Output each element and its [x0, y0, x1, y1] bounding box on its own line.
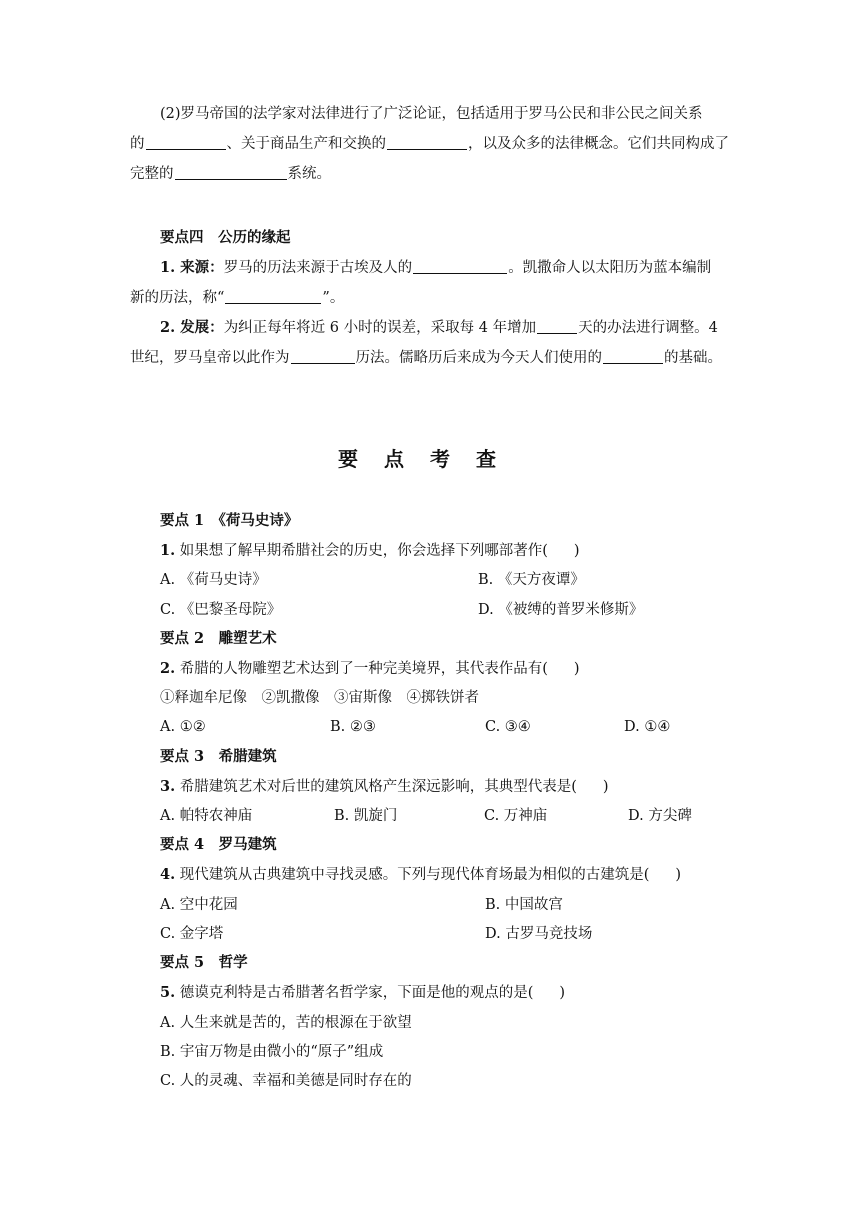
- fill-blank: [175, 164, 287, 180]
- option-c[interactable]: C. 万神庙: [484, 808, 548, 824]
- law-paragraph-line-2: [130, 134, 729, 154]
- option-a[interactable]: A. 空中花园: [160, 897, 238, 913]
- option-b[interactable]: B. 凯旋门: [334, 808, 398, 824]
- section-heading: 要点四 公历的缘起: [160, 229, 291, 246]
- question-number: 2.: [160, 660, 176, 677]
- item-label: 1. 来源：: [160, 259, 224, 276]
- option-c[interactable]: C. ③④: [485, 719, 531, 735]
- option-a[interactable]: A. 帕特农神庙: [160, 808, 253, 824]
- question-stem: [160, 983, 565, 1003]
- item-text: 历法。儒略历后来成为今天人们使用的: [355, 350, 602, 366]
- law-paragraph-text: (2)罗马帝国的法学家对法律进行了广泛论证，包括适用于罗马公民和非公民之间关系: [160, 106, 703, 122]
- fill-blank: [146, 134, 226, 150]
- question-heading: 要点 1 《荷马史诗》: [160, 512, 299, 529]
- exam-title: 要点考查: [338, 447, 522, 471]
- item-text: 世纪，罗马皇帝以此作为: [130, 350, 290, 366]
- item-text: 罗马的历法来源于古埃及人的: [223, 260, 413, 276]
- option-c[interactable]: C. 金字塔: [160, 926, 224, 942]
- fill-blank: [537, 318, 577, 334]
- question-number: 4.: [160, 866, 176, 883]
- question-text: 如果想了解早期希腊社会的历史，你会选择下列哪部著作(: [179, 543, 548, 559]
- question-text: 德谟克利特是古希腊著名哲学家，下面是他的观点的是(: [179, 985, 534, 1001]
- question-text: ): [573, 543, 580, 559]
- option-a[interactable]: A. 《荷马史诗》: [160, 572, 267, 588]
- item-text: 。凯撒命人以太阳历为蓝本编制: [508, 260, 712, 276]
- question-text: ): [559, 985, 566, 1001]
- question-text: ): [675, 867, 682, 883]
- question-number: 3.: [160, 778, 176, 795]
- choice-list: ①释迦牟尼像 ②凯撒像 ③宙斯像 ④掷铁饼者: [160, 690, 479, 706]
- law-paragraph-line-3: [130, 164, 331, 184]
- question-text: 希腊建筑艺术对后世的建筑风格产生深远影响，其典型代表是(: [179, 779, 577, 795]
- calendar-development-line-2: [130, 348, 722, 368]
- option-b[interactable]: B. 《天方夜谭》: [478, 572, 585, 588]
- question-stem: [160, 865, 681, 885]
- item-text: 新的历法，称“: [130, 290, 225, 306]
- question-stem: [160, 541, 580, 561]
- option-a[interactable]: A. ①②: [160, 719, 206, 735]
- fill-blank: [603, 348, 663, 364]
- item-text: 天的办法进行调整。4: [578, 320, 718, 336]
- question-heading: 要点 3 希腊建筑: [160, 748, 277, 765]
- calendar-development-line-1: [160, 318, 718, 338]
- fill-blank: [225, 288, 321, 304]
- calendar-source-line-1: [160, 258, 711, 278]
- law-text: 完整的: [130, 166, 174, 182]
- question-heading: 要点 2 雕塑艺术: [160, 630, 277, 647]
- option-b[interactable]: B. 中国故宫: [485, 897, 563, 913]
- question-number: 1.: [160, 542, 176, 559]
- question-text: ): [602, 779, 609, 795]
- fill-blank: [291, 348, 355, 364]
- option-d[interactable]: D. 方尖碑: [628, 808, 692, 824]
- law-paragraph-line-1: [160, 104, 703, 124]
- item-label: 2. 发展：: [160, 319, 224, 336]
- option-c[interactable]: C. 《巴黎圣母院》: [160, 602, 282, 618]
- question-text: 现代建筑从古典建筑中寻找灵感。下列与现代体育场最为相似的古建筑是(: [179, 867, 650, 883]
- option-b[interactable]: B. ②③: [330, 719, 376, 735]
- question-text: 希腊的人物雕塑艺术达到了一种完美境界，其代表作品有(: [179, 661, 548, 677]
- law-text: 、关于商品生产和交换的: [226, 136, 386, 152]
- item-text: 为纠正每年将近 6 小时的误差，采取每 4 年增加: [223, 320, 537, 336]
- fill-blank: [413, 258, 507, 274]
- question-number: 5.: [160, 984, 176, 1001]
- law-text: 的: [130, 136, 145, 152]
- law-text: 系统。: [287, 166, 331, 182]
- option-b[interactable]: B. 宇宙万物是由微小的“原子”组成: [160, 1044, 384, 1060]
- option-d[interactable]: D. ①④: [624, 719, 671, 735]
- option-c[interactable]: C. 人的灵魂、幸福和美德是同时存在的: [160, 1073, 412, 1089]
- option-d[interactable]: D. 古罗马竞技场: [485, 926, 593, 942]
- option-a[interactable]: A. 人生来就是苦的，苦的根源在于欲望: [160, 1015, 412, 1031]
- fill-blank: [387, 134, 467, 150]
- question-text: ): [573, 661, 580, 677]
- item-text: ”。: [322, 290, 345, 306]
- question-stem: [160, 777, 609, 797]
- calendar-source-line-2: [130, 288, 344, 308]
- item-text: 的基础。: [664, 350, 722, 366]
- law-text: ，以及众多的法律概念。它们共同构成了: [468, 136, 729, 152]
- question-heading: 要点 5 哲学: [160, 954, 248, 971]
- option-d[interactable]: D. 《被缚的普罗米修斯》: [478, 602, 644, 618]
- question-heading: 要点 4 罗马建筑: [160, 836, 277, 853]
- question-stem: [160, 659, 580, 679]
